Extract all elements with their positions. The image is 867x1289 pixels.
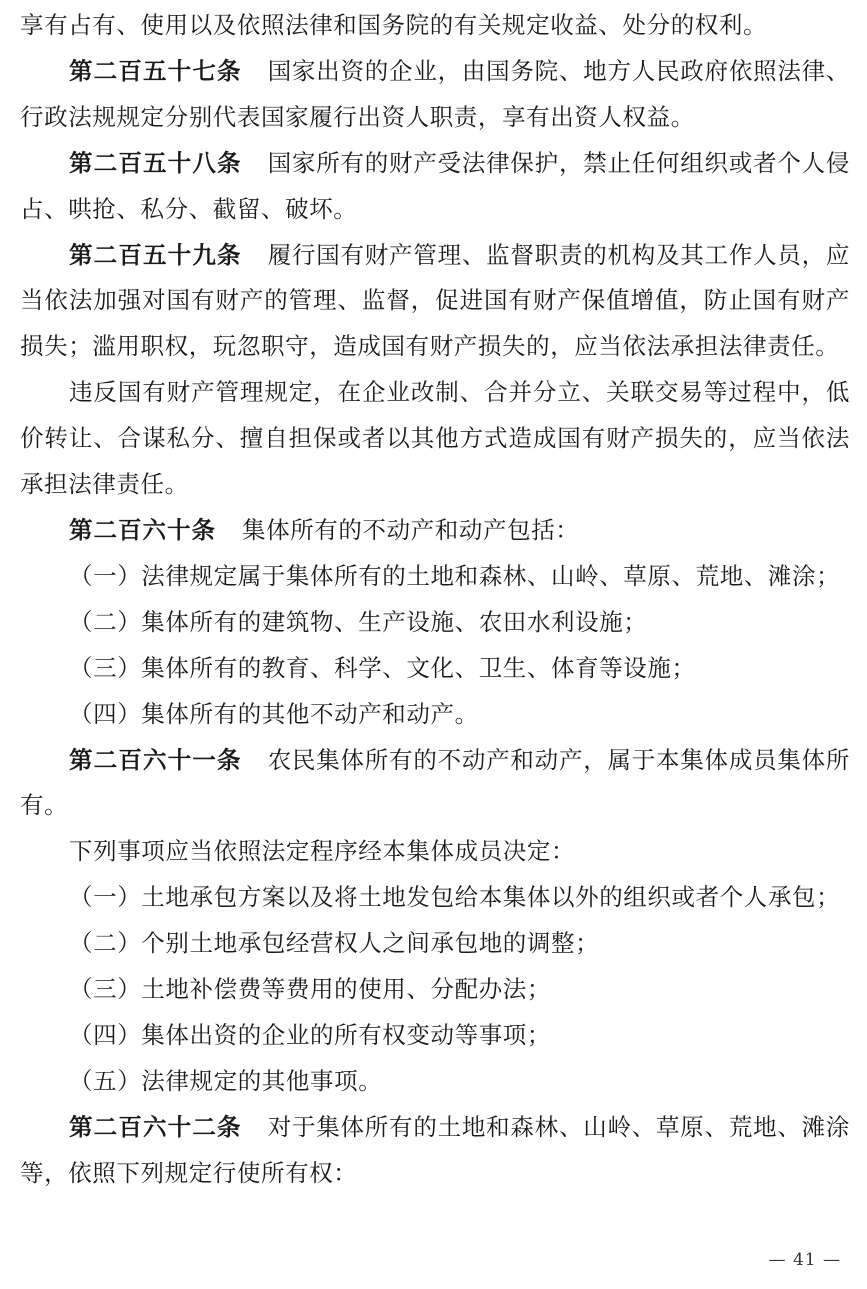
paragraph-text: 对于集体所有的土地和森林、山岭、草原、荒地、滩涂等，依照下列规定行使所有权： bbox=[20, 1112, 851, 1187]
article-258 bbox=[20, 141, 850, 233]
article-number: 第二百五十七条 bbox=[69, 56, 242, 85]
paragraph-text: 集体所有的不动产和动产包括： bbox=[242, 515, 580, 544]
list-item-text: （三）土地补偿费等费用的使用、分配办法； bbox=[69, 975, 551, 1004]
list-item bbox=[20, 967, 850, 1013]
article-number: 第二百六十二条 bbox=[69, 1112, 242, 1141]
paragraph-text: 国家所有的财产受法律保护，禁止任何组织或者个人侵占、哄抢、私分、截留、破坏。 bbox=[20, 148, 851, 223]
list-item-text: （二）个别土地承包经营权人之间承包地的调整； bbox=[69, 929, 600, 958]
list-item bbox=[20, 646, 850, 692]
list-item-text: （一）法律规定属于集体所有的土地和森林、山岭、草原、荒地、滩涂； bbox=[69, 561, 841, 590]
article-262 bbox=[20, 1105, 850, 1197]
page-number: — 41 — bbox=[768, 1250, 841, 1270]
list-item-text: （一）土地承包方案以及将土地发包给本集体以外的组织或者个人承包； bbox=[69, 883, 841, 912]
article-number: 第二百六十一条 bbox=[69, 745, 242, 774]
paragraph-text: 国家出资的企业，由国务院、地方人民政府依照法律、行政法规规定分别代表国家履行出资人职责，享有出资人权益。 bbox=[20, 56, 851, 131]
paragraph-text: 农民集体所有的不动产和动产，属于本集体成员集体所有。 bbox=[20, 745, 851, 820]
list-item-text: （四）集体出资的企业的所有权变动等事项； bbox=[69, 1020, 551, 1049]
paragraph bbox=[20, 829, 850, 875]
paragraph bbox=[20, 370, 850, 508]
article-number: 第二百六十条 bbox=[69, 515, 216, 544]
paragraph-text: 下列事项应当依照法定程序经本集体成员决定： bbox=[69, 837, 576, 866]
list-item bbox=[20, 1013, 850, 1059]
paragraph-continuation bbox=[20, 3, 850, 49]
list-item bbox=[20, 692, 850, 738]
document-page bbox=[20, 3, 850, 1197]
article-260 bbox=[20, 508, 850, 554]
list-item bbox=[20, 600, 850, 646]
article-257 bbox=[20, 49, 850, 141]
article-number: 第二百五十九条 bbox=[69, 240, 242, 269]
list-item-text: （二）集体所有的建筑物、生产设施、农田水利设施； bbox=[69, 607, 648, 636]
list-item bbox=[20, 554, 850, 600]
paragraph-text: 享有占有、使用以及依照法律和国务院的有关规定收益、处分的权利。 bbox=[20, 11, 768, 39]
list-item-text: （四）集体所有的其他不动产和动产。 bbox=[69, 699, 479, 728]
list-item bbox=[20, 1059, 850, 1105]
paragraph-text: 履行国有财产管理、监督职责的机构及其工作人员，应当依法加强对国有财产的管理、监督，促进国有财产保值增值，防止国有财产损失；滥用职权，玩忽职守，造成国有财产损失的，应当依法承担法律责任。 bbox=[20, 240, 851, 361]
article-261 bbox=[20, 738, 850, 830]
list-item bbox=[20, 921, 850, 967]
list-item-text: （五）法律规定的其他事项。 bbox=[69, 1066, 383, 1095]
list-item bbox=[20, 875, 850, 921]
paragraph-text: 违反国有财产管理规定，在企业改制、合并分立、关联交易等过程中，低价转让、合谋私分、擅自担保或者以其他方式造成国有财产损失的，应当依法承担法律责任。 bbox=[20, 378, 850, 499]
article-number: 第二百五十八条 bbox=[69, 148, 242, 177]
article-259 bbox=[20, 233, 850, 371]
list-item-text: （三）集体所有的教育、科学、文化、卫生、体育等设施； bbox=[69, 653, 696, 682]
